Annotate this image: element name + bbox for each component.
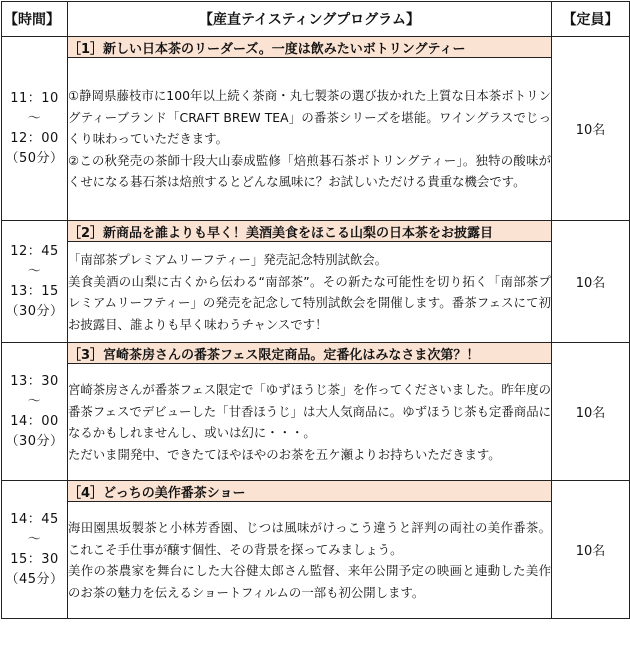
session-2-start: 12：45 [10, 243, 59, 259]
session-3-description [68, 364, 552, 481]
session-2-tilde: ～ [27, 263, 42, 279]
session-1-title-row [2, 37, 630, 58]
session-4-description [68, 502, 552, 619]
session-2-desc-row [2, 242, 630, 343]
session-4-start: 14：45 [10, 511, 59, 527]
session-4-title-row [2, 481, 630, 502]
session-4-paragraph-1: 海田園黒坂製茶と小林芳香園、じつは風味がけっこう違うと評判の両社の美作番茶。これこそ手仕事が醸す個性、その背景を探ってみましょう。 [68, 520, 551, 557]
schedule-table [1, 1, 630, 619]
session-4-capacity: 10名 [552, 481, 630, 619]
header-capacity: 【定員】 [552, 2, 630, 37]
session-4-end: 15：30 [10, 551, 59, 567]
session-3-title-row [2, 343, 630, 364]
session-1-title: ［1］新しい日本茶のリーダーズ。一度は飲みたいボトリングティー [68, 37, 552, 58]
session-4-tilde: ～ [27, 531, 42, 547]
session-1-capacity: 10名 [552, 37, 630, 221]
session-3-desc-row [2, 364, 630, 481]
session-1-end: 12：00 [10, 130, 59, 146]
session-1-time [2, 37, 68, 221]
session-4-paragraph-2: 美作の茶農家を舞台にした大谷健太郎さん監督、来年公開予定の映画と連動した美作のお茶の魅力を伝えるショートフィルムの一部も初公開します。 [68, 563, 551, 600]
session-1-description [68, 58, 552, 221]
session-2-duration: （30分） [5, 303, 64, 319]
session-3-paragraph-2: ただいま開発中、できたてほやほやのお茶を五ケ瀬よりお持ちいただきます。 [68, 446, 501, 462]
session-3-end: 14：00 [10, 413, 59, 429]
session-4-duration: （45分） [5, 571, 64, 587]
session-2-title: ［2］新商品を誰よりも早く！美酒美食をほこる山梨の日本茶をお披露目 [68, 221, 552, 242]
session-2-paragraph-1: 「南部茶プレミアムリーフティー」発売記念特別試飲会。 [68, 252, 388, 267]
session-2-title-row [2, 221, 630, 242]
session-1-desc-row [2, 58, 630, 221]
session-2-capacity: 10名 [552, 221, 630, 343]
session-4-desc-row [2, 502, 630, 619]
session-1-tilde: ～ [27, 110, 42, 126]
session-3-tilde: ～ [27, 393, 42, 409]
header-program: 【産直テイスティングプログラム】 [68, 2, 552, 37]
session-1-paragraph-2: ②この秋発売の茶師十段大山泰成監修「焙煎碁石茶ボトリングティー」。独特の酸味がくせになる碁石茶は焙煎するとどんな風味に？お試しいただける貴重な機会です。 [68, 152, 551, 190]
header-time: 【時間】 [2, 2, 68, 37]
session-3-time [2, 343, 68, 481]
session-2-end: 13：15 [10, 283, 59, 299]
session-2-paragraph-2: 美食美酒の山梨に古くから伝わる“南部茶”。その新たな可能性を切り拓く「南部茶プレミアムリーフティー」の発売を記念して特別試飲会を開催します。番茶フェスにて初お披露目、誰よりも早く味わうチャンスです！ [68, 273, 551, 332]
session-1-duration: （50分） [5, 150, 64, 166]
session-3-title: ［3］宮崎茶房さんの番茶フェス限定商品。定番化はみなさま次第？！ [68, 343, 552, 364]
session-1-start: 11：10 [10, 90, 59, 106]
session-3-paragraph-1: 宮崎茶房さんが番茶フェス限定で「ゆずほうじ茶」を作ってくださいました。昨年度の番茶フェスでデビューした「甘香ほうじ」は大人気商品に。ゆずほうじ茶も定番商品になるかもしれませんし、或いは幻に・・・。 [68, 382, 551, 440]
session-3-duration: （30分） [5, 433, 64, 449]
session-2-time [2, 221, 68, 343]
session-4-time [2, 481, 68, 619]
session-1-paragraph-1: ①静岡県藤枝市に100年以上続く茶商・丸七製茶の選び抜かれた上質な日本茶ボトリングティーブランド「CRAFT BREW TEA」の番茶シリーズを堪能。ワイングラスでじっくり味わっていただきます。 [68, 88, 551, 147]
session-3-capacity: 10名 [552, 343, 630, 481]
session-2-description [68, 242, 552, 343]
header-row [2, 2, 630, 37]
session-3-start: 13：30 [10, 373, 59, 389]
session-4-title: ［4］どっちの美作番茶ショー [68, 481, 552, 502]
